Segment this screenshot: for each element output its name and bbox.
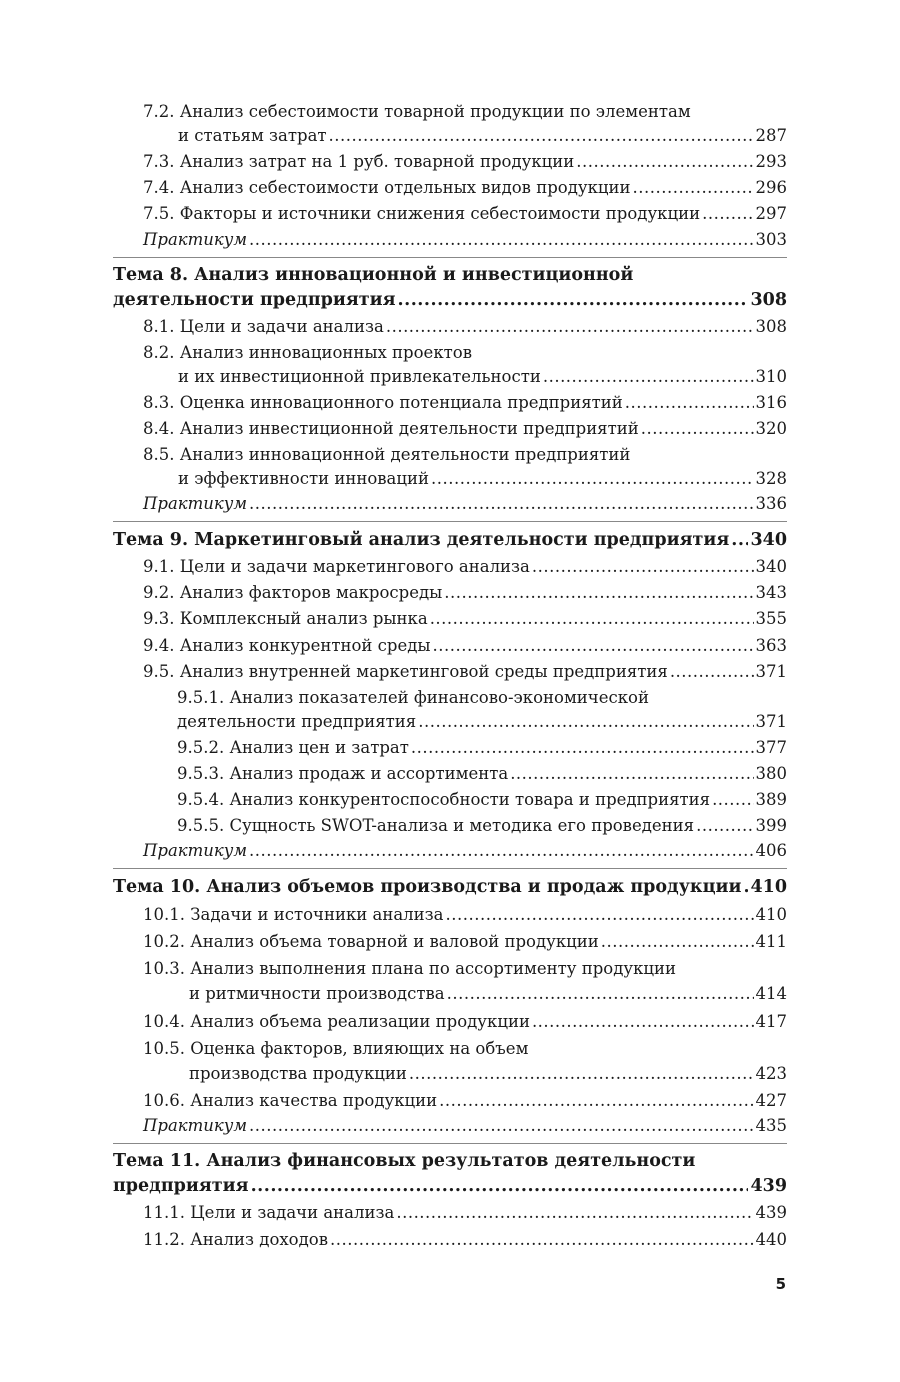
toc-entry-title: 8.3. Оценка инновационного потенциала предприятий [143,393,623,412]
toc-entry-10-4[interactable] [143,1010,787,1034]
toc-entry-9-5-1[interactable] [177,710,787,734]
toc-page-number: 303 [755,230,787,249]
toc-entry-8-2-line1: 8.2. Анализ инновационных проектов [143,343,472,362]
toc-entry-practicum-10[interactable] [143,1114,787,1138]
toc-entry-9-5-1-line1: 9.5.1. Анализ показателей финансово-экономической [177,688,649,707]
toc-entry-7-4[interactable] [143,176,787,200]
toc-topic-11[interactable] [113,1174,787,1198]
toc-entry-title: 9.5.3. Анализ продаж и ассортимента [177,764,509,783]
toc-entry-practicum-9[interactable] [143,839,787,863]
toc-page-number: 371 [755,662,787,681]
toc-page-number: 406 [755,841,787,860]
toc-page-number: 435 [755,1116,787,1135]
toc-entry-title: 9.5.4. Анализ конкурентоспособности товара и предприятия [177,790,711,809]
toc-entry-10-3-line1: 10.3. Анализ выполнения плана по ассортименту продукции [143,959,676,978]
toc-entry-title: 9.2. Анализ факторов макросреды [143,583,443,602]
toc-page-number: 380 [755,764,787,783]
toc-topic-8[interactable] [113,288,787,312]
toc-page-number: 293 [755,152,787,171]
toc-page-number: 399 [755,816,787,835]
toc-entry-10-5-line1: 10.5. Оценка факторов, влияющих на объем [143,1039,529,1058]
toc-page-number: 340 [750,530,787,550]
toc-entry-title: Практикум [143,1116,248,1135]
toc-entry-7-2[interactable] [178,124,787,148]
toc-entry-8-3[interactable] [143,391,787,415]
toc-entry-practicum-8[interactable] [143,492,787,516]
toc-entry-10-1[interactable] [143,903,787,927]
toc-entry-11-1[interactable] [143,1201,787,1225]
toc-page-number: 410 [755,905,787,924]
toc-page-number: 439 [750,1176,787,1196]
toc-entry-7-3[interactable] [143,150,787,174]
toc-entry-title: Тема 10. Анализ объемов производства и продаж продукции [113,877,742,897]
toc-page-number: 308 [750,290,787,310]
toc-entry-title: 7.5. Факторы и источники снижения себестоимости продукции [143,204,701,223]
toc-entry-9-5-2[interactable] [177,736,787,760]
toc-entry-title: Практикум [143,494,248,513]
toc-topic-10[interactable] [113,875,787,899]
toc-entry-10-2[interactable] [143,930,787,954]
toc-entry-9-3[interactable] [143,607,787,631]
section-divider [113,257,787,258]
toc-entry-8-1[interactable] [143,315,787,339]
toc-entry-8-2[interactable] [178,365,787,389]
toc-page-number: 310 [755,367,787,386]
toc-entry-7-2-line1: 7.2. Анализ себестоимости товарной продукции по элементам [143,102,691,121]
toc-entry-9-4[interactable] [143,634,787,658]
toc-page-number: 439 [755,1203,787,1222]
toc-entry-title: деятельности предприятия [177,712,417,731]
toc-entry-title: и их инвестиционной привлекательности [178,367,541,386]
toc-entry-title: 8.1. Цели и задачи анализа [143,317,384,336]
toc-page-number: 287 [755,126,787,145]
toc-entry-title: 9.4. Анализ конкурентной среды [143,636,431,655]
section-divider [113,521,787,522]
toc-entry-9-5-5[interactable] [177,814,787,838]
toc-entry-title: деятельности предприятия [113,290,396,310]
toc-entry-9-5[interactable] [143,660,787,684]
toc-entry-title: и статьям затрат [178,126,327,145]
toc-entry-title: Практикум [143,230,248,249]
toc-topic-11-line1: Тема 11. Анализ финансовых результатов деятельности [113,1151,696,1171]
toc-entry-title: 10.1. Задачи и источники анализа [143,905,444,924]
toc-entry-title: и ритмичности производства [189,984,445,1003]
toc-page-number: 423 [755,1064,787,1083]
page-number: 5 [775,1275,786,1293]
toc-entry-10-3[interactable] [189,982,787,1006]
toc-page-number: 336 [755,494,787,513]
toc-page-number: 389 [755,790,787,809]
toc-page-number: 343 [755,583,787,602]
toc-entry-title: 10.6. Анализ качества продукции [143,1091,438,1110]
toc-entry-title: 11.2. Анализ доходов [143,1230,328,1249]
toc-entry-8-5-line1: 8.5. Анализ инновационной деятельности предприятий [143,445,631,464]
toc-entry-title: 9.3. Комплексный анализ рынка [143,609,428,628]
toc-entry-title: 10.4. Анализ объема реализации продукции [143,1012,530,1031]
toc-entry-8-4[interactable] [143,417,787,441]
toc-topic-9[interactable] [113,528,787,552]
toc-page-number: 371 [755,712,787,731]
toc-page-number: 417 [755,1012,787,1031]
toc-entry-title: 8.4. Анализ инвестиционной деятельности предприятий [143,419,639,438]
toc-entry-title: 9.5.2. Анализ цен и затрат [177,738,409,757]
toc-entry-9-1[interactable] [143,555,787,579]
toc-entry-title: производства продукции [189,1064,407,1083]
toc-page-number: 297 [755,204,787,223]
toc-entry-title: Практикум [143,841,248,860]
toc-entry-title: 7.4. Анализ себестоимости отдельных видов продукции [143,178,631,197]
toc-entry-7-5[interactable] [143,202,787,226]
toc-page-number: 308 [755,317,787,336]
toc-entry-8-5[interactable] [178,467,787,491]
toc-entry-title: 9.5. Анализ внутренней маркетинговой среды предприятия [143,662,668,681]
toc-entry-title: 9.5.5. Сущность SWOT-анализа и методика его проведения [177,816,695,835]
toc-entry-title: и эффективности инноваций [178,469,430,488]
toc-page-number: 411 [755,932,787,951]
toc-entry-10-6[interactable] [143,1089,787,1113]
toc-topic-8-line1: Тема 8. Анализ инновационной и инвестиционной [113,265,634,285]
toc-page-number: 328 [755,469,787,488]
toc-entry-9-2[interactable] [143,581,787,605]
toc-page-number: 363 [755,636,787,655]
toc-entry-title: 11.1. Цели и задачи анализа [143,1203,395,1222]
toc-page-number: 440 [755,1230,787,1249]
toc-entry-title: предприятия [113,1176,249,1196]
section-divider [113,868,787,869]
toc-entry-10-5[interactable] [189,1062,787,1086]
section-divider [113,1143,787,1144]
toc-page-number: 340 [755,557,787,576]
toc-page-number: 316 [755,393,787,412]
toc-page-number: 320 [755,419,787,438]
toc-page-number: 427 [755,1091,787,1110]
toc-page-number: 414 [755,984,787,1003]
toc-page-number: 410 [750,877,787,897]
toc-page-number: 296 [755,178,787,197]
toc-entry-title: 10.2. Анализ объема товарной и валовой продукции [143,932,599,951]
toc-entry-9-5-4[interactable] [177,788,787,812]
toc-entry-11-2[interactable] [143,1228,787,1252]
toc-entry-practicum-7[interactable] [143,228,787,252]
toc-page-number: 355 [755,609,787,628]
toc-entry-title: Тема 9. Маркетинговый анализ деятельности предприятия [113,530,730,550]
toc-entry-9-5-3[interactable] [177,762,787,786]
toc-entry-title: 7.3. Анализ затрат на 1 руб. товарной продукции [143,152,575,171]
toc-entry-title: 9.1. Цели и задачи маркетингового анализа [143,557,530,576]
toc-page-number: 377 [755,738,787,757]
